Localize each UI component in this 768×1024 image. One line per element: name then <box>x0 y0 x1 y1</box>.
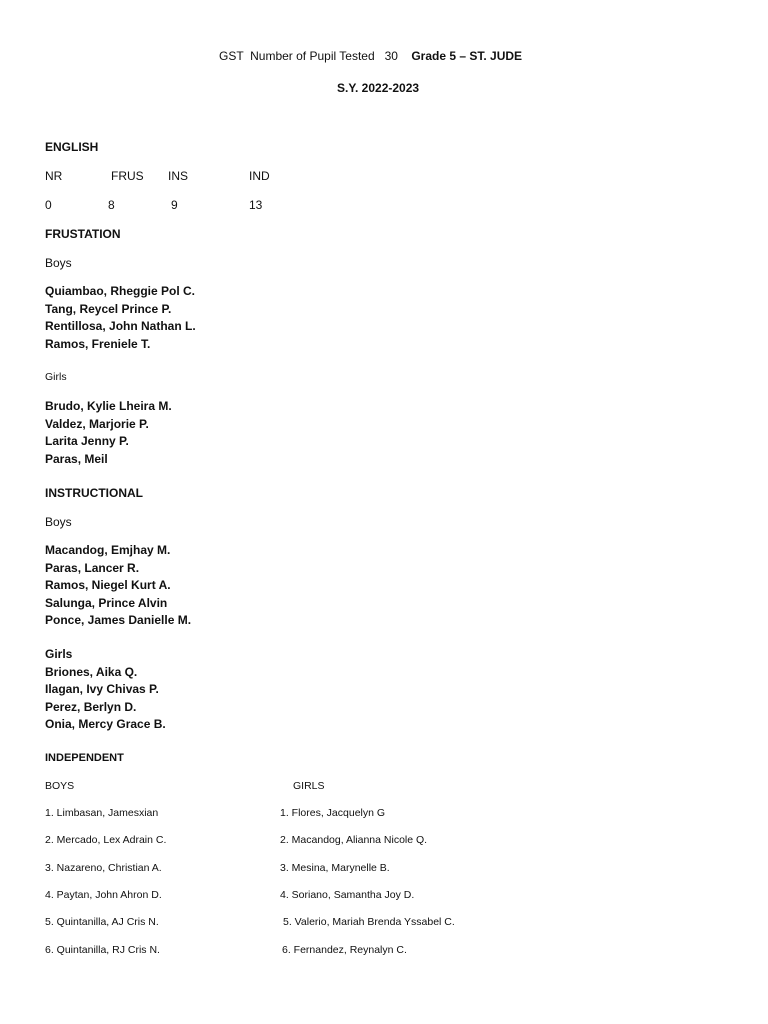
independent-girl-row: 4. Soriano, Samantha Joy D. <box>280 889 415 901</box>
independent-boys-label: BOYS <box>45 780 75 792</box>
instructional-girls-label: Girls <box>45 647 73 661</box>
list-item: Ramos, Freniele T. <box>45 336 151 351</box>
list-item: Paras, Lancer R. <box>45 560 140 575</box>
list-item: Onia, Mercy Grace B. <box>45 717 166 731</box>
frustation-boys-list <box>45 283 196 353</box>
list-item: Macandog, Emjhay M. <box>45 543 171 557</box>
instructional-boys-list <box>45 542 191 630</box>
val-ind: 13 <box>249 198 263 212</box>
independent-girl-row: 5. Valerio, Mariah Brenda Yssabel C. <box>283 916 455 928</box>
independent-boy-row: 2. Mercado, Lex Adrain C. <box>45 834 167 846</box>
list-item: Perez, Berlyn D. <box>45 699 137 714</box>
list-item: Ramos, Niegel Kurt A. <box>45 578 171 592</box>
title-grade: Grade 5 – ST. JUDE <box>411 49 523 63</box>
list-item: Ponce, James Danielle M. <box>45 613 192 627</box>
col-frus: FRUS <box>111 169 144 183</box>
list-item: Brudo, Kylie Lheira M. <box>45 399 172 413</box>
document-title <box>219 49 522 63</box>
frustation-girls-list <box>45 398 172 468</box>
val-nr: 0 <box>45 198 52 212</box>
instructional-girls-list <box>45 646 166 734</box>
independent-girls-label: GIRLS <box>293 780 325 792</box>
list-item: Tang, Reycel Prince P. <box>45 301 172 316</box>
independent-boy-row: 6. Quintanilla, RJ Cris N. <box>45 944 160 956</box>
independent-boy-row: 5. Quintanilla, AJ Cris N. <box>45 916 159 928</box>
list-item: Ilagan, Ivy Chivas P. <box>45 682 159 696</box>
frustation-heading: FRUSTATION <box>45 227 121 241</box>
independent-girl-row: 2. Macandog, Alianna Nicole Q. <box>280 834 428 846</box>
independent-girl-row: 6. Fernandez, Reynalyn C. <box>282 944 407 956</box>
independent-girl-row: 1. Flores, Jacquelyn G <box>280 807 386 819</box>
list-item: Rentillosa, John Nathan L. <box>45 319 196 333</box>
list-item: Larita Jenny P. <box>45 434 129 448</box>
independent-boy-row: 3. Nazareno, Christian A. <box>45 862 162 874</box>
instructional-boys-label: Boys <box>45 515 72 529</box>
list-item: Valdez, Marjorie P. <box>45 416 149 431</box>
list-item: Quiambao, Rheggie Pol C. <box>45 284 196 298</box>
english-heading: ENGLISH <box>45 140 99 154</box>
col-nr: NR <box>45 169 63 183</box>
col-ins: INS <box>168 169 189 183</box>
school-year: S.Y. 2022-2023 <box>337 81 420 95</box>
list-item: Paras, Meil <box>45 451 108 466</box>
independent-heading: INDEPENDENT <box>45 752 124 764</box>
instructional-heading: INSTRUCTIONAL <box>45 486 143 500</box>
title-prefix: GST Number of Pupil Tested 30 <box>219 49 398 63</box>
independent-boy-row: 4. Paytan, John Ahron D. <box>45 889 162 901</box>
independent-girl-row: 3. Mesina, Marynelle B. <box>280 862 390 874</box>
frustation-boys-label: Boys <box>45 256 72 270</box>
frustation-girls-label: Girls <box>45 371 67 383</box>
val-ins: 9 <box>171 198 178 212</box>
list-item: Salunga, Prince Alvin <box>45 595 168 610</box>
val-frus: 8 <box>108 198 115 212</box>
col-ind: IND <box>249 169 270 183</box>
independent-boy-row: 1. Limbasan, Jamesxian <box>45 807 159 819</box>
list-item: Briones, Aika Q. <box>45 664 138 679</box>
